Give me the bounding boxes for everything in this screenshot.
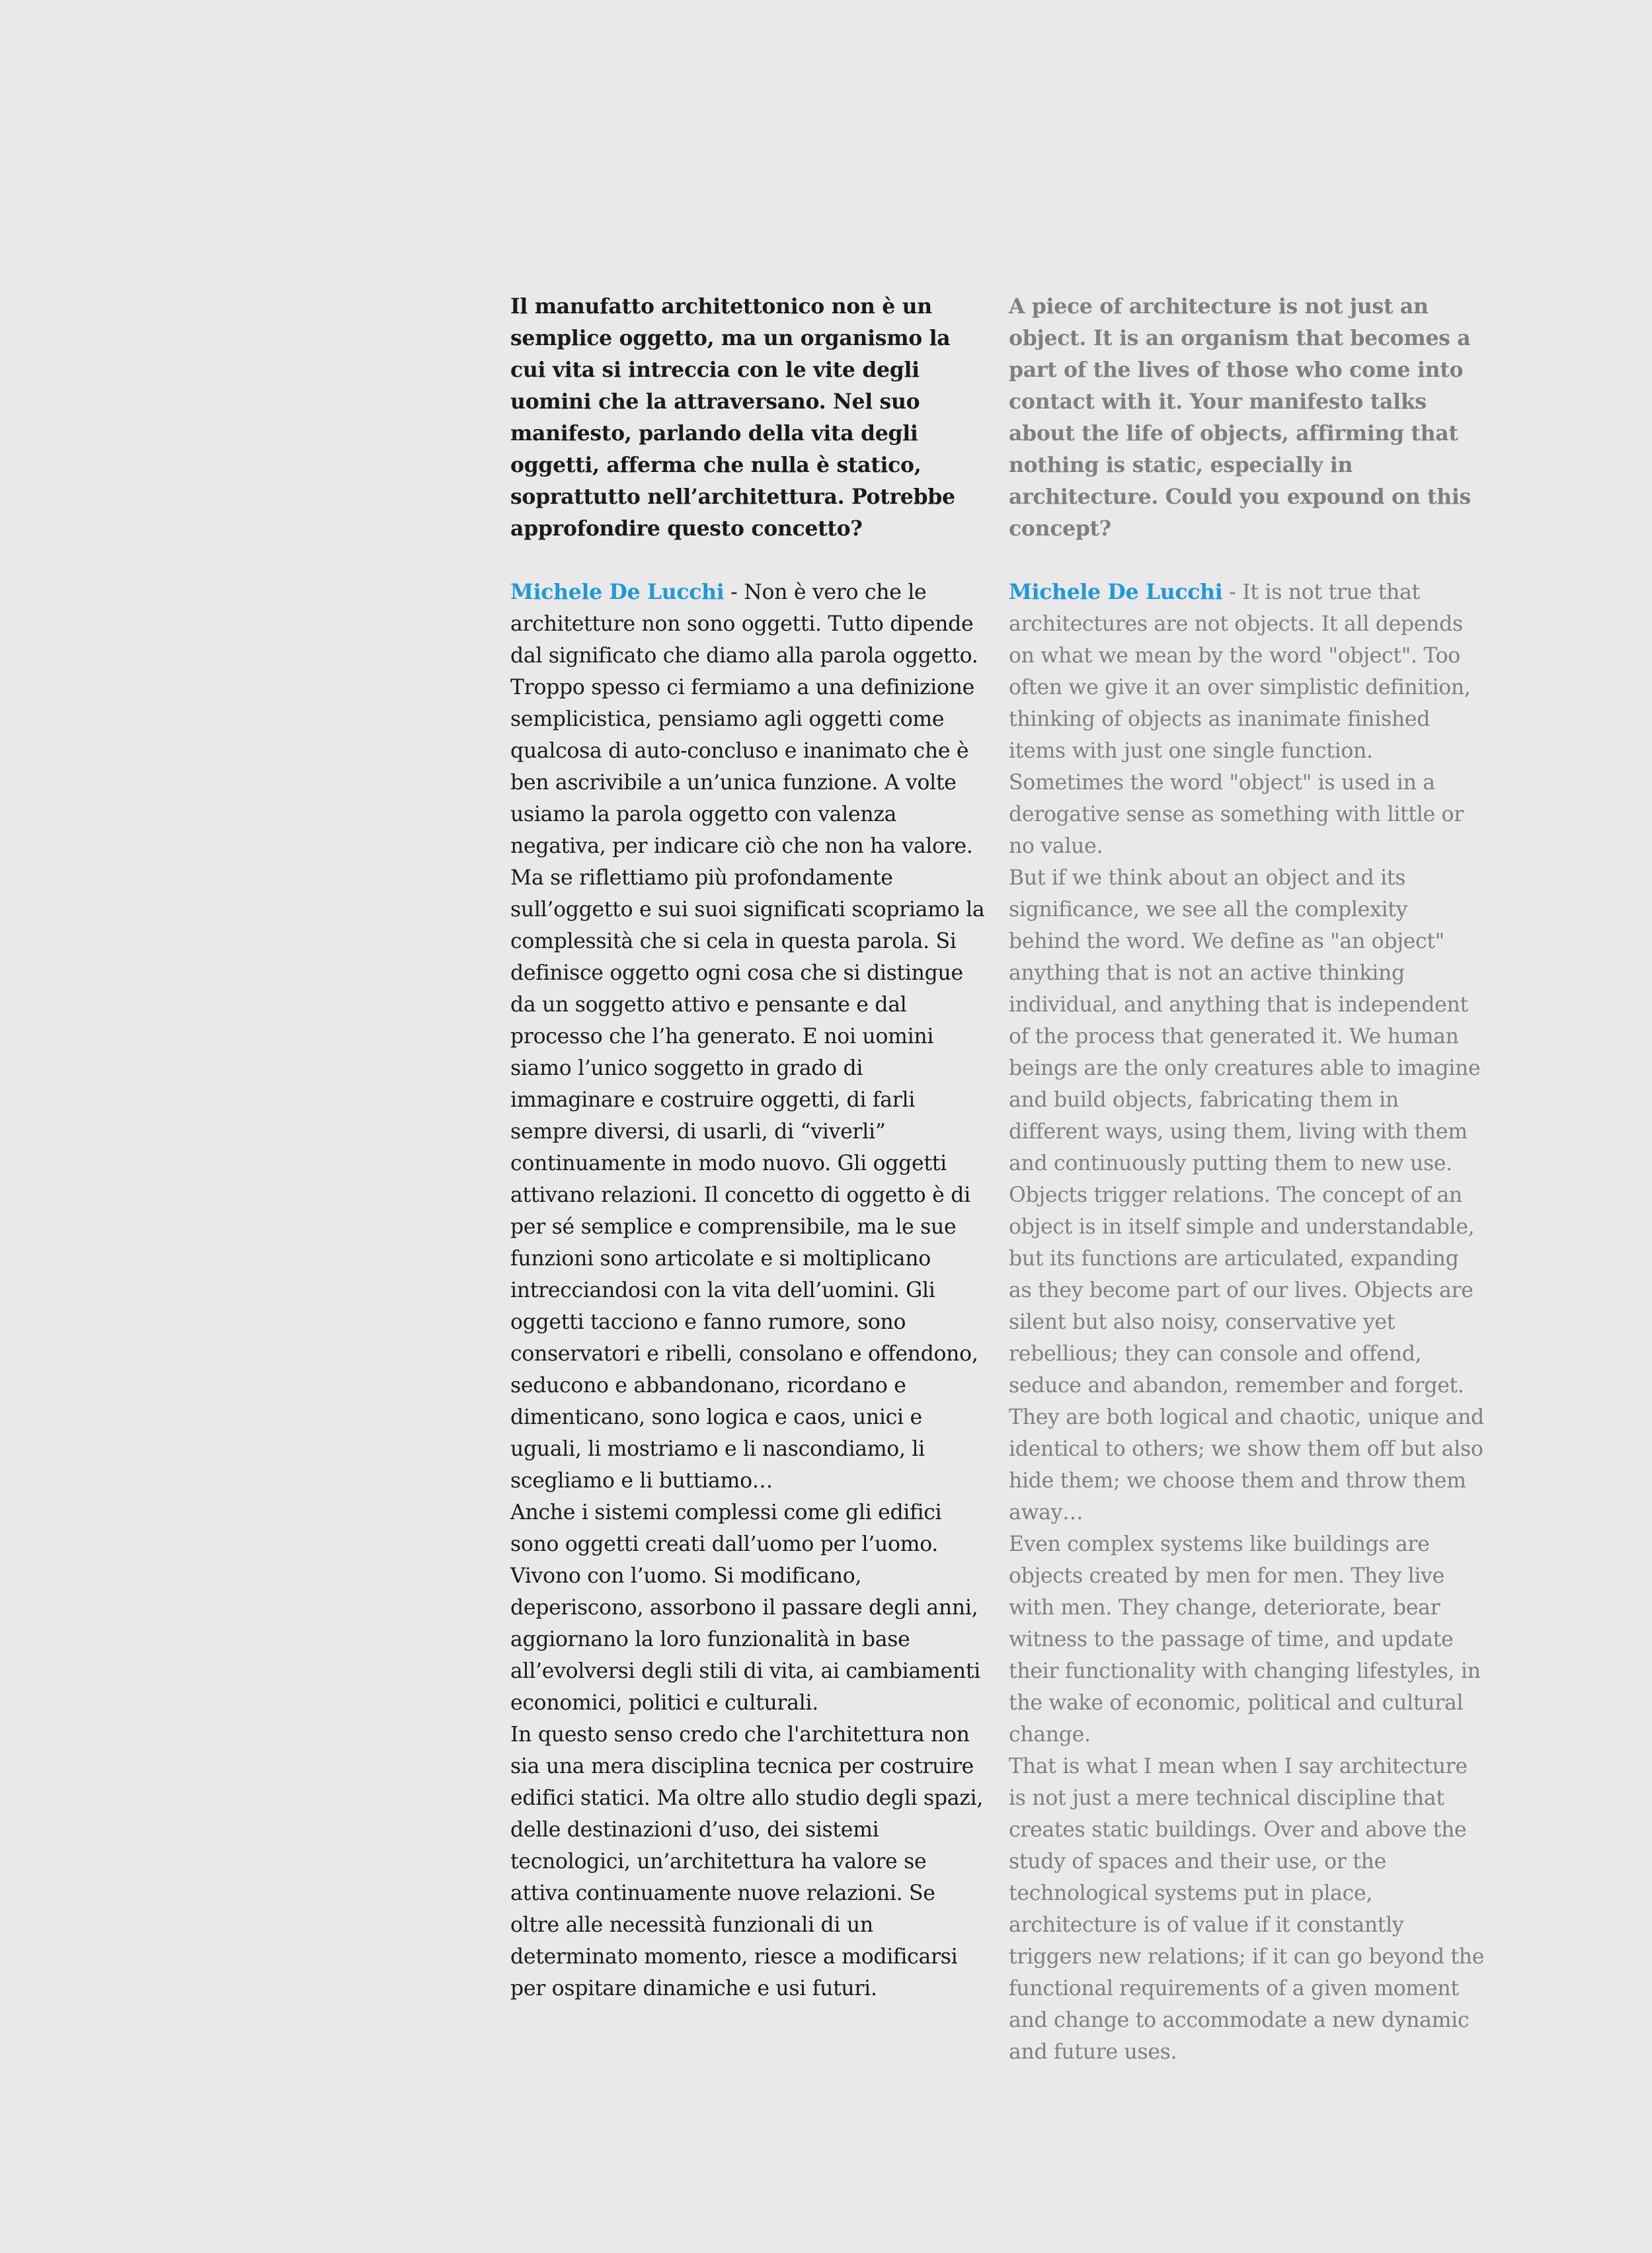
english-speaker-separator: - bbox=[1222, 580, 1243, 604]
english-paragraph: Even complex systems like buildings are objects created by men for men. They live with men. They change, deteriorate, bear witness to the passage of time, and update their functionality with changing lifestyles, in the wake of economic, political and cultural change. bbox=[1009, 1532, 1481, 1747]
italian-column bbox=[510, 291, 986, 2004]
english-speaker-name: Michele De Lucchi bbox=[1009, 580, 1223, 604]
english-paragraph: That is what I mean when I say architecture is not just a mere technical discipline that creates static buildings. Over and above the study of spaces and their use, or the technological systems put in place, architecture is of value if it constantly triggers new relations; if it can go beyond the functional requirements of a given moment and change to accommodate a new dynamic and future uses. bbox=[1009, 1755, 1485, 2064]
italian-paragraph: Ma se riflettiamo più profondamente sull’oggetto e sui suoi significati scopriamo la complessità che si cela in questa parola. Si definisce oggetto ogni cosa che si distingue da un soggetto attivo e pensante e dal processo che l’ha generato. E noi uomini siamo l’unico soggetto in grado di immaginare e costruire oggetti, di farli sempre diversi, di usarli, di “viverli” continuamente in modo nuovo. Gli oggetti attivano relazioni. Il concetto di oggetto è di per sé semplice e comprensibile, ma le sue funzioni sono articolate e si moltiplicano intrecciandosi con la vita dell’uomini. Gli oggetti tacciono e fanno rumore, sono conservatori e ribelli, consolano e offendono, seducono e abbandonano, ricordano e dimenticano, sono logica e caos, unici e uguali, li mostriamo e li nascondiamo, li scegliamo e li buttiamo… bbox=[510, 866, 985, 1493]
italian-speaker-name: Michele De Lucchi bbox=[510, 580, 725, 604]
italian-paragraph: In questo senso credo che l'architettura non sia una mera disciplina tecnica per costruire edifici statici. Ma oltre allo studio degli spazi, delle destinazioni d’uso, dei sistemi tecnologici, un’architettura ha valore se attiva continuamente nuove relazioni. Se oltre alle necessità funzionali di un determinato momento, riesce a modificarsi per ospitare dinamiche e usi futuri. bbox=[510, 1723, 984, 2000]
italian-answer-intro bbox=[510, 576, 986, 862]
italian-answer-intro-text: Non è vero che le architetture non sono oggetti. Tutto dipende dal significato che diamo alla parola oggetto. Troppo spesso ci fermiamo a una definizione semplicistica, pensiamo agli oggetti come qualcosa di auto-concluso e inanimato che è ben ascrivibile a un’unica funzione. A volte usiamo la parola oggetto con valenza negativa, per indicare ciò che non ha valore. bbox=[510, 580, 978, 858]
italian-speaker-separator: - bbox=[724, 580, 744, 604]
italian-paragraph: Anche i sistemi complessi come gli edifici sono oggetti creati dall’uomo per l’uomo. Vivono con l’uomo. Si modificano, deperiscono, assorbono il passare degli anni, aggiornano la loro funzionalità in base all’evolversi degli stili di vita, ai cambiamenti economici, politici e culturali. bbox=[510, 1501, 980, 1715]
english-paragraph: But if we think about an object and its significance, we see all the complexity behind the word. We define as "an object" anything that is not an active thinking individual, and anything that is independent of the process that generated it. We human beings are the only creatures able to imagine and build objects, fabricating them in different ways, using them, living with them and continuously putting them to new use. Objects trigger relations. The concept of an object is in itself simple and understandable, but its functions are articulated, expanding as they become part of our lives. Objects are silent but also noisy, conservative yet rebellious; they can console and offend, seduce and abandon, remember and forget. They are both logical and chaotic, unique and identical to others; we show them off but also hide them; we choose them and throw them away… bbox=[1009, 866, 1484, 1524]
english-column bbox=[1009, 291, 1485, 2068]
english-answer-intro bbox=[1009, 576, 1485, 862]
english-answer-intro-text: It is not true that architectures are not objects. It all depends on what we mean by the word "object". Too often we give it an over simplistic definition, thinking of objects as inanimate finished items with just one single function. Sometimes the word "object" is used in a derogative sense as something with little or no value. bbox=[1009, 580, 1471, 858]
italian-question: Il manufatto architettonico non è un semplice oggetto, ma un organismo la cui vita si intreccia con le vite degli uomini che la attraversano. Nel suo manifesto, parlando della vita degli oggetti, afferma che nulla è statico, soprattutto nell’architettura. Potrebbe approfondire questo concetto? bbox=[510, 294, 955, 541]
english-question: A piece of architecture is not just an object. It is an organism that becomes a part of the lives of those who come into contact with it. Your manifesto talks about the life of objects, affirming that nothing is static, especially in architecture. Could you expound on this concept? bbox=[1009, 294, 1471, 541]
